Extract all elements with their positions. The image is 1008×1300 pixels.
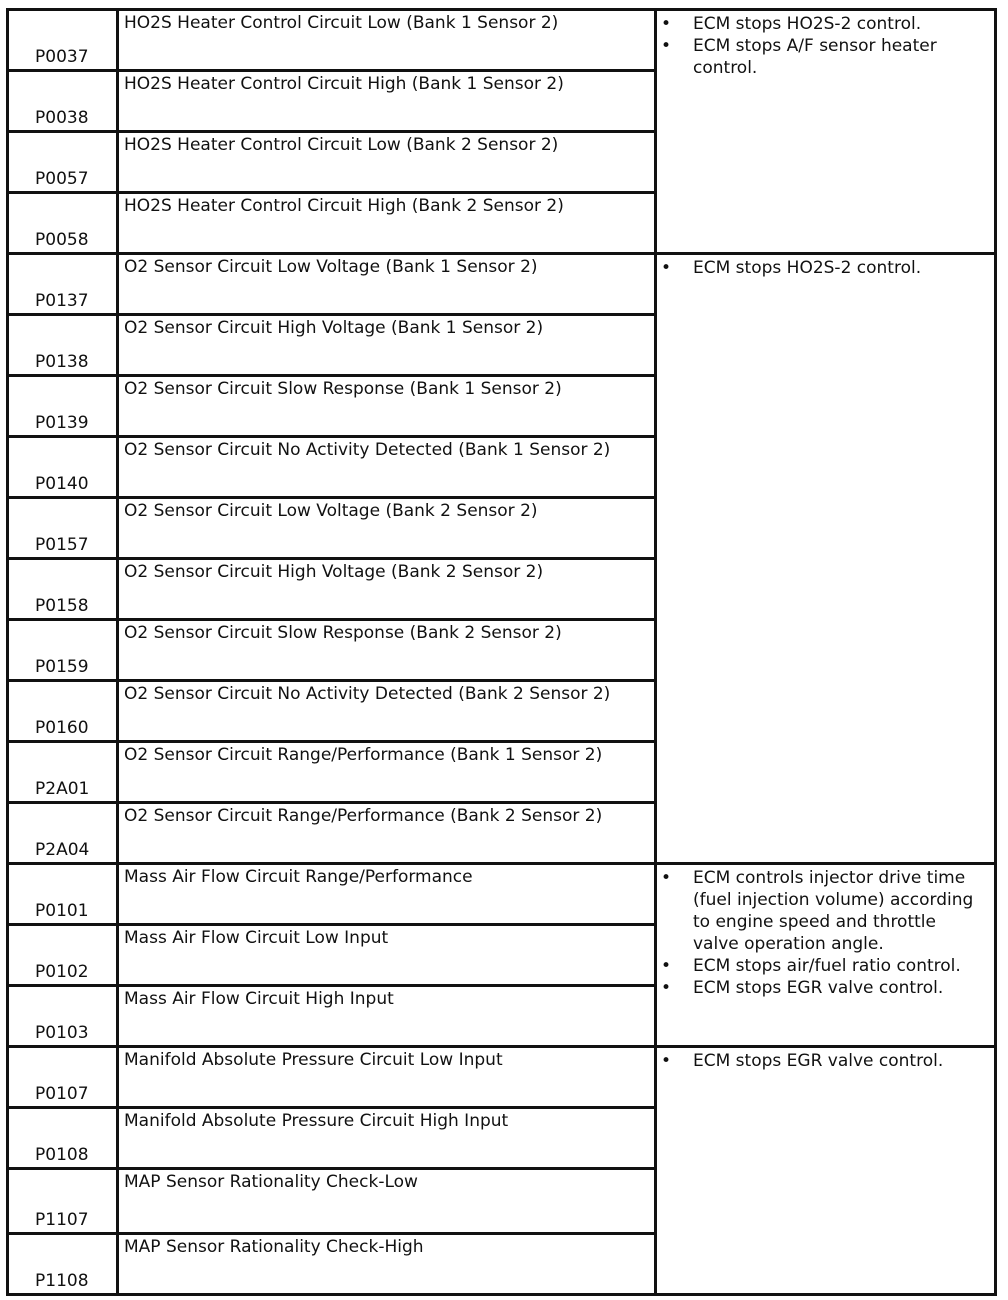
fail-safe-effects-cell xyxy=(656,10,996,254)
fail-safe-effects-cell xyxy=(656,254,996,864)
dtc-description: O2 Sensor Circuit No Activity Detected (Bank 1 Sensor 2) xyxy=(124,440,611,460)
dtc-description-cell xyxy=(118,132,656,193)
dtc-description: HO2S Heater Control Circuit High (Bank 2 Sensor 2) xyxy=(124,196,564,216)
fail-safe-effect-item: • ECM stops HO2S-2 control. xyxy=(657,257,994,279)
dtc-code-cell xyxy=(8,254,118,315)
dtc-code-cell xyxy=(8,498,118,559)
dtc-code: P0058 xyxy=(35,230,89,250)
table-body xyxy=(8,10,996,1295)
dtc-code: P0159 xyxy=(35,657,89,677)
dtc-description-cell xyxy=(118,71,656,132)
dtc-code-cell xyxy=(8,620,118,681)
dtc-description: O2 Sensor Circuit High Voltage (Bank 2 Sensor 2) xyxy=(124,562,544,582)
dtc-code-cell xyxy=(8,742,118,803)
dtc-code: P0057 xyxy=(35,169,89,189)
dtc-description-cell xyxy=(118,254,656,315)
dtc-code: P0138 xyxy=(35,352,89,372)
dtc-description-cell xyxy=(118,437,656,498)
dtc-description-cell xyxy=(118,620,656,681)
fail-safe-effect-item: • ECM stops EGR valve control. xyxy=(657,977,994,999)
dtc-description: Mass Air Flow Circuit Range/Performance xyxy=(124,867,473,887)
dtc-description: Mass Air Flow Circuit High Input xyxy=(124,989,394,1009)
table-row xyxy=(8,1047,996,1108)
dtc-code: P0107 xyxy=(35,1084,89,1104)
fail-safe-effect-item: • ECM stops EGR valve control. xyxy=(657,1050,994,1072)
dtc-description: Manifold Absolute Pressure Circuit Low Input xyxy=(124,1050,503,1070)
dtc-description: O2 Sensor Circuit Range/Performance (Bank 2 Sensor 2) xyxy=(124,806,603,826)
table-row xyxy=(8,254,996,315)
dtc-description-cell xyxy=(118,315,656,376)
dtc-code-cell xyxy=(8,1108,118,1169)
dtc-code: P0137 xyxy=(35,291,89,311)
fail-safe-effect-item: • ECM controls injector drive time (fuel injection volume) according to engine speed and throttle valve operation angle. xyxy=(657,867,994,955)
dtc-code: P0038 xyxy=(35,108,89,128)
dtc-description-cell xyxy=(118,559,656,620)
dtc-code: P0108 xyxy=(35,1145,89,1165)
fail-safe-effects-list xyxy=(657,867,994,999)
dtc-description: HO2S Heater Control Circuit Low (Bank 2 Sensor 2) xyxy=(124,135,559,155)
table-row xyxy=(8,10,996,71)
dtc-code: P0160 xyxy=(35,718,89,738)
dtc-code: P2A04 xyxy=(35,840,90,860)
dtc-code-cell xyxy=(8,193,118,254)
dtc-code: P0103 xyxy=(35,1023,89,1043)
dtc-code-cell xyxy=(8,1169,118,1234)
dtc-code-cell xyxy=(8,559,118,620)
dtc-code: P0037 xyxy=(35,47,89,67)
dtc-description-cell xyxy=(118,498,656,559)
dtc-description-cell xyxy=(118,1047,656,1108)
dtc-code: P1108 xyxy=(35,1271,89,1291)
fail-safe-effects-list xyxy=(657,13,994,79)
fail-safe-effects-cell xyxy=(656,1047,996,1295)
dtc-code-cell xyxy=(8,10,118,71)
dtc-description-cell xyxy=(118,742,656,803)
dtc-description-cell xyxy=(118,1108,656,1169)
dtc-code: P0101 xyxy=(35,901,89,921)
dtc-code-cell xyxy=(8,315,118,376)
dtc-description-cell xyxy=(118,925,656,986)
table-row xyxy=(8,864,996,925)
dtc-code: P1107 xyxy=(35,1210,89,1230)
dtc-code-cell xyxy=(8,71,118,132)
dtc-code-cell xyxy=(8,681,118,742)
dtc-code: P0102 xyxy=(35,962,89,982)
dtc-description: HO2S Heater Control Circuit Low (Bank 1 Sensor 2) xyxy=(124,13,559,33)
dtc-description: Manifold Absolute Pressure Circuit High Input xyxy=(124,1111,509,1131)
dtc-description: O2 Sensor Circuit High Voltage (Bank 1 Sensor 2) xyxy=(124,318,544,338)
dtc-description-cell xyxy=(118,10,656,71)
dtc-description-cell xyxy=(118,376,656,437)
dtc-description: O2 Sensor Circuit No Activity Detected (Bank 2 Sensor 2) xyxy=(124,684,611,704)
fail-safe-effects-list xyxy=(657,1050,994,1072)
dtc-code-cell xyxy=(8,864,118,925)
fail-safe-effect-item: • ECM stops HO2S-2 control. xyxy=(657,13,994,35)
dtc-code-cell xyxy=(8,376,118,437)
dtc-code-cell xyxy=(8,1047,118,1108)
dtc-description: O2 Sensor Circuit Slow Response (Bank 2 Sensor 2) xyxy=(124,623,562,643)
dtc-description-cell xyxy=(118,193,656,254)
fail-safe-effect-item: • ECM stops air/fuel ratio control. xyxy=(657,955,994,977)
dtc-description: MAP Sensor Rationality Check-Low xyxy=(124,1172,418,1192)
dtc-description-cell xyxy=(118,681,656,742)
dtc-description: O2 Sensor Circuit Slow Response (Bank 1 Sensor 2) xyxy=(124,379,562,399)
dtc-description: O2 Sensor Circuit Low Voltage (Bank 2 Sensor 2) xyxy=(124,501,538,521)
dtc-code-cell xyxy=(8,925,118,986)
fail-safe-effects-cell xyxy=(656,864,996,1047)
dtc-code: P0157 xyxy=(35,535,89,555)
dtc-code: P2A01 xyxy=(35,779,90,799)
dtc-description: O2 Sensor Circuit Range/Performance (Bank 1 Sensor 2) xyxy=(124,745,603,765)
dtc-description-cell xyxy=(118,803,656,864)
dtc-description: Mass Air Flow Circuit Low Input xyxy=(124,928,389,948)
dtc-description: O2 Sensor Circuit Low Voltage (Bank 1 Sensor 2) xyxy=(124,257,538,277)
dtc-description: MAP Sensor Rationality Check-High xyxy=(124,1237,424,1257)
dtc-description: HO2S Heater Control Circuit High (Bank 1 Sensor 2) xyxy=(124,74,564,94)
dtc-description-cell xyxy=(118,1169,656,1234)
dtc-code-cell xyxy=(8,1234,118,1295)
dtc-fail-safe-table xyxy=(6,8,997,1296)
dtc-code-cell xyxy=(8,437,118,498)
dtc-code-cell xyxy=(8,803,118,864)
dtc-code: P0140 xyxy=(35,474,89,494)
dtc-code: P0158 xyxy=(35,596,89,616)
fail-safe-effect-item: • ECM stops A/F sensor heater control. xyxy=(657,35,994,79)
dtc-code: P0139 xyxy=(35,413,89,433)
dtc-description-cell xyxy=(118,986,656,1047)
dtc-description-cell xyxy=(118,864,656,925)
dtc-description-cell xyxy=(118,1234,656,1295)
fail-safe-effects-list xyxy=(657,257,994,279)
dtc-code-cell xyxy=(8,986,118,1047)
dtc-code-cell xyxy=(8,132,118,193)
